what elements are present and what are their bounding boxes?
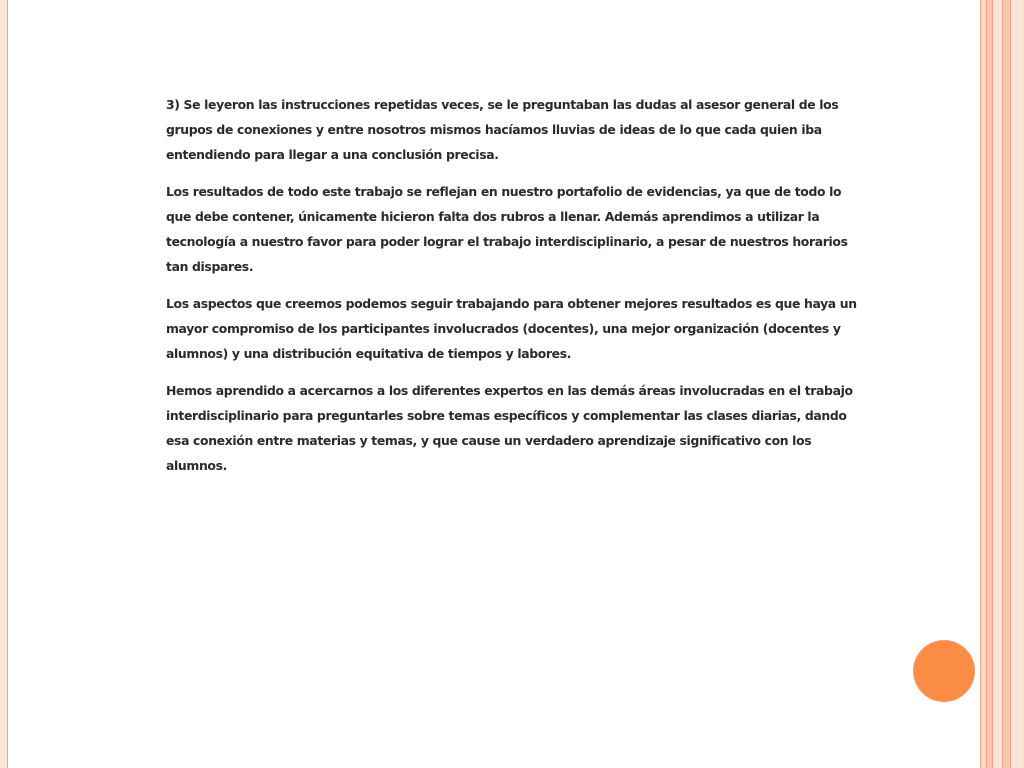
orange-circle-decoration — [913, 640, 975, 702]
paragraph-instructions: 3) Se leyeron las instrucciones repetidas veces, se le preguntaban las dudas al asesor general de los grupos de conexiones y entre nosotros mismos hacíamos lluvias de ideas de lo que cada quien iba entendiendo para llegar a una conclusión precisa. — [166, 97, 839, 162]
slide-body-text — [166, 92, 862, 490]
right-stripe-decoration — [992, 0, 1002, 768]
right-stripe-decoration — [1010, 0, 1024, 768]
right-stripe-decoration — [1002, 0, 1010, 768]
paragraph-learnings: Hemos aprendido a acercarnos a los diferentes expertos en las demás áreas involucradas en el trabajo interdisciplinario para preguntarles sobre temas específicos y complementar las clases diarias, dando esa conexión entre materias y temas, y que cause un verdadero aprendizaje significativo con los alumnos. — [166, 383, 853, 473]
paragraph-results: Los resultados de todo este trabajo se reflejan en nuestro portafolio de evidencias, ya que de todo lo que debe contener, únicamente hicieron falta dos rubros a llenar. Además aprendimos a utilizar la tecnología a nuestro favor para poder lograr el trabajo interdisciplinario, a pesar de nuestros horarios tan dispares. — [166, 184, 848, 274]
left-border-decoration — [0, 0, 8, 768]
paragraph-improvements: Los aspectos que creemos podemos seguir trabajando para obtener mejores resultados es que haya un mayor compromiso de los participantes involucrados (docentes), una mejor organización (docentes y alumnos) y una distribución equitativa de tiempos y labores. — [166, 296, 857, 361]
